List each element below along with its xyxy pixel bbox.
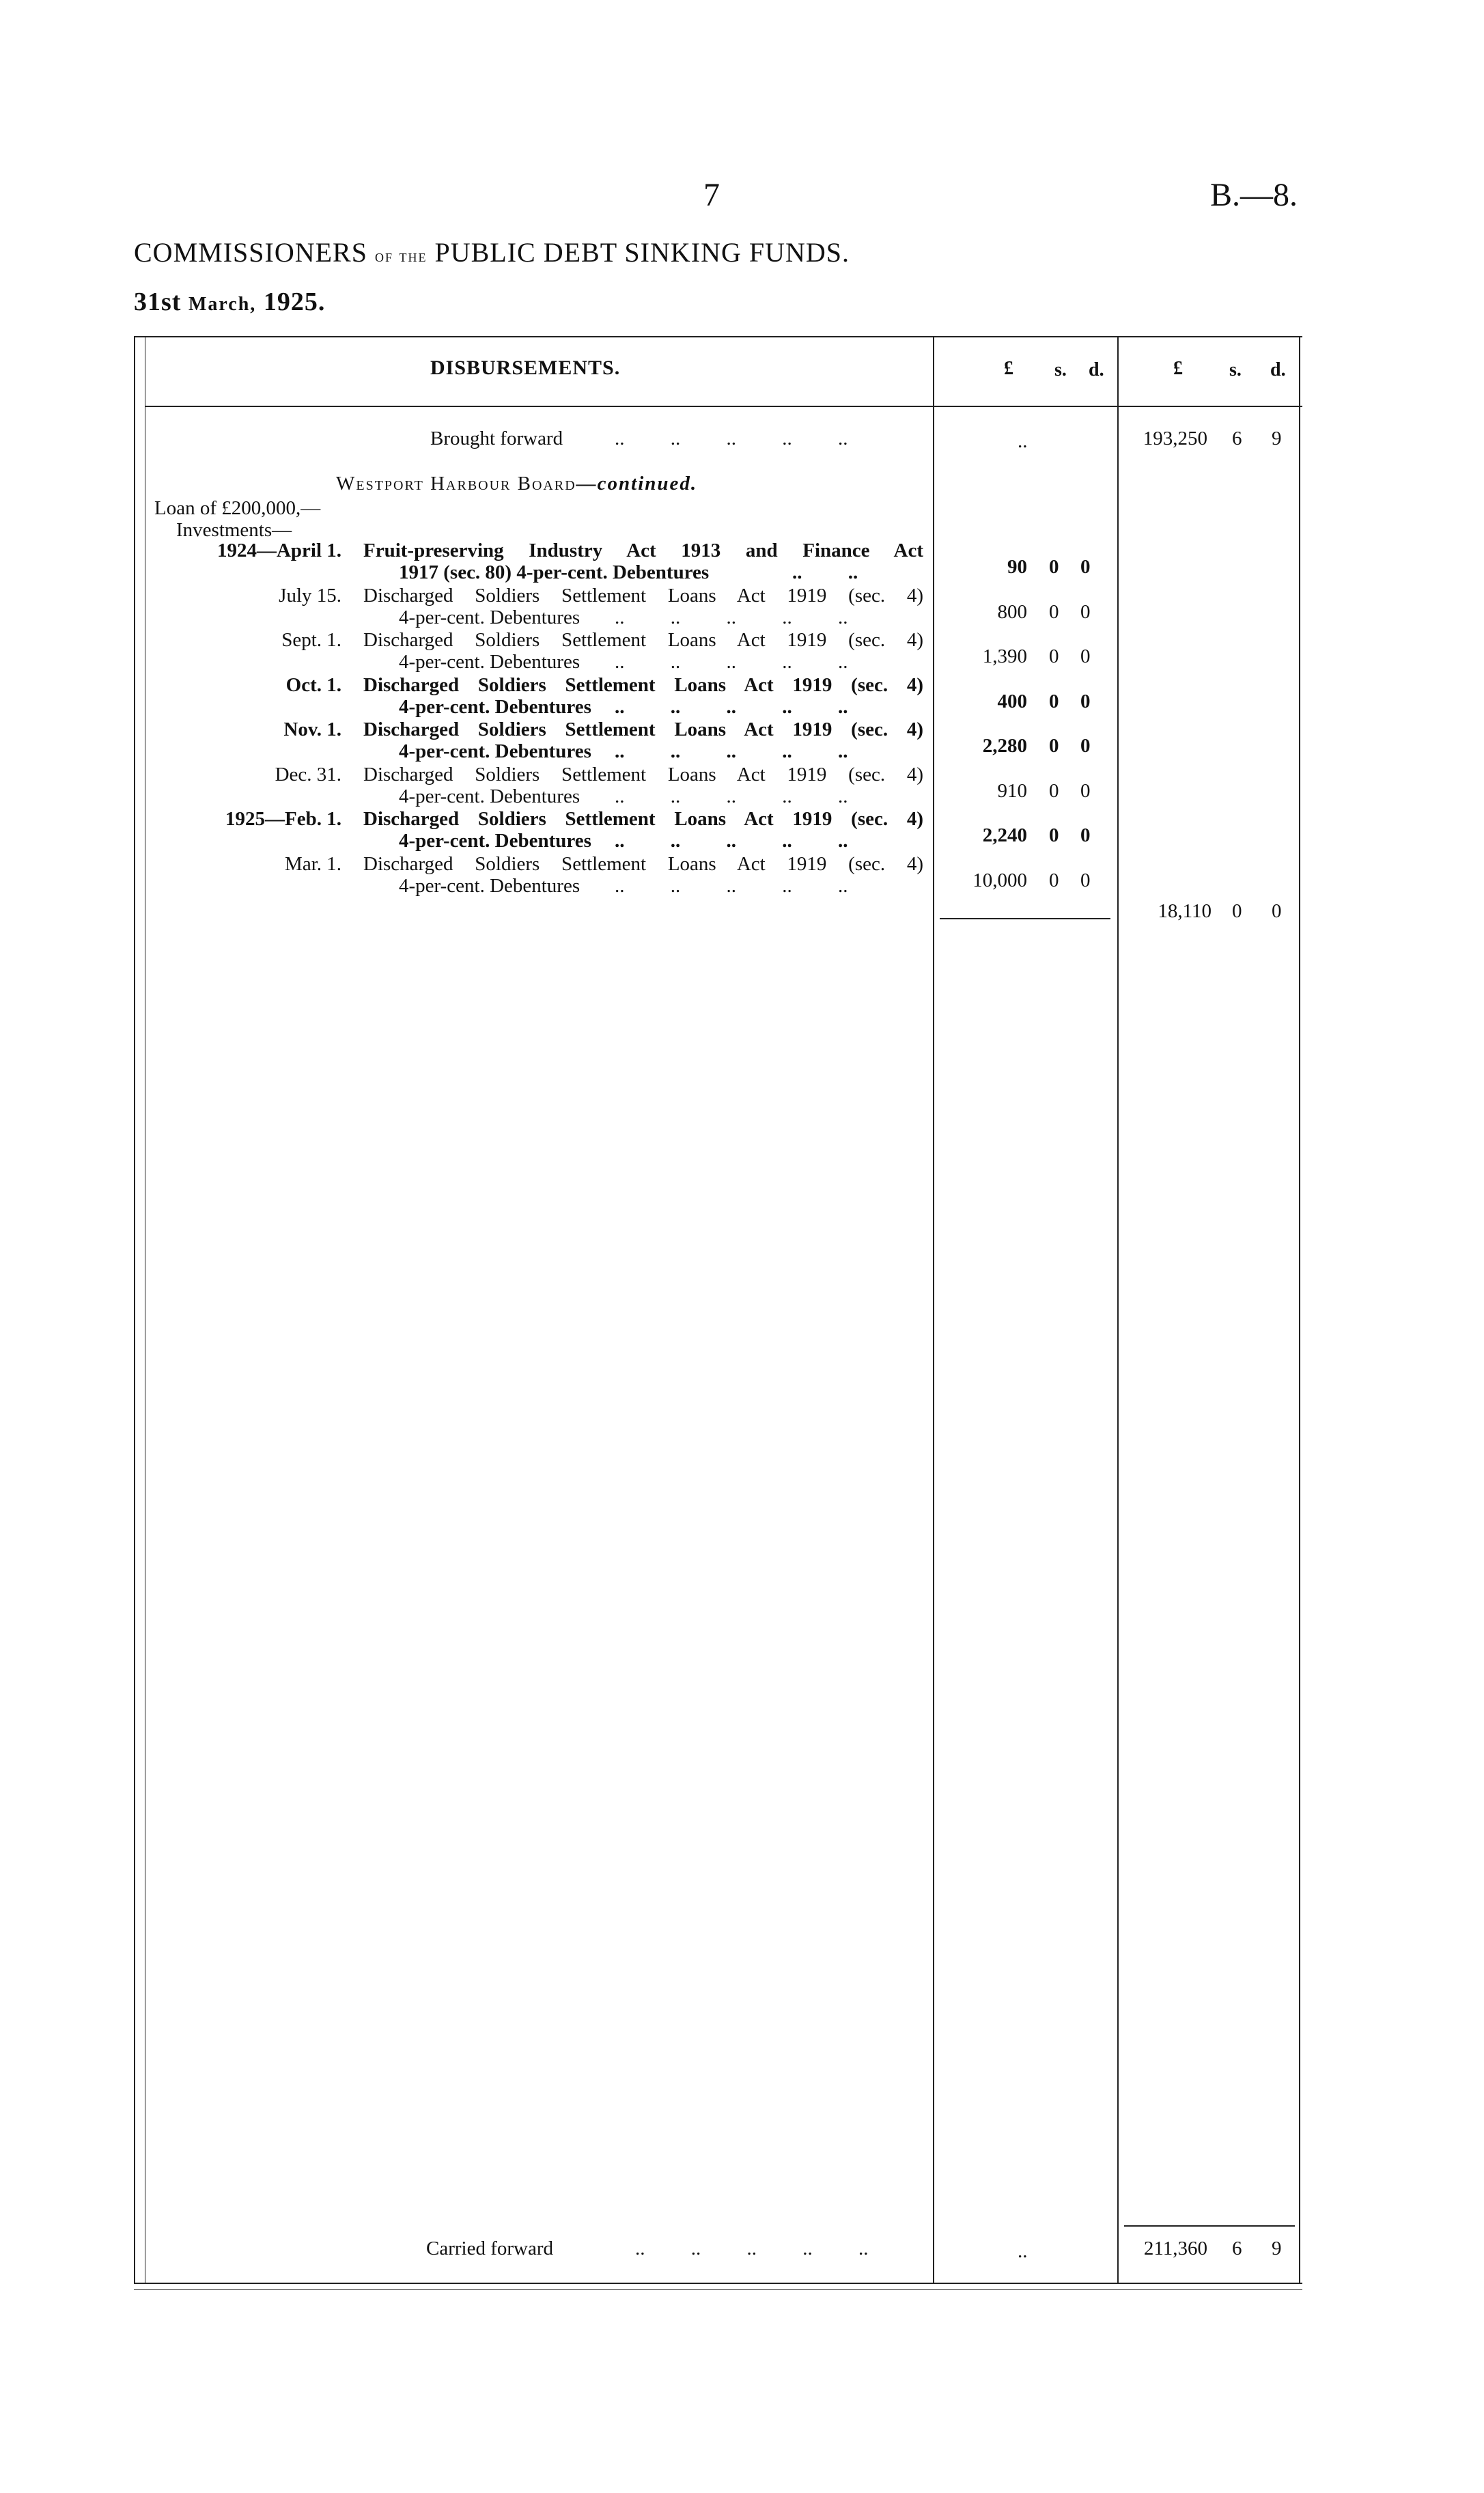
section-title (336, 473, 697, 495)
brought-forward-pounds: 193,250 (1143, 428, 1207, 449)
entry-date: Dec. 31. (275, 764, 341, 785)
entry-pence: 0 (1080, 869, 1091, 891)
entry-shillings: 0 (1049, 556, 1059, 578)
entry-pounds: 400 (997, 691, 1027, 712)
entry-pence: 0 (1080, 735, 1091, 757)
entry-description-line1: Discharged Soldiers Settlement Loans Act 1919 (sec. 4) (363, 585, 923, 607)
entry-pounds: 90 (1007, 556, 1027, 578)
statement-date (134, 287, 325, 317)
heading-part-2: PUBLIC DEBT SINKING FUNDS. (434, 237, 850, 268)
entry-leader: .. .. .. .. .. (615, 651, 848, 673)
brought-forward-shillings: 6 (1232, 428, 1242, 449)
heading-part-1: COMMISSIONERS (134, 237, 367, 268)
date-year: 1925. (263, 288, 326, 316)
right-border (1299, 336, 1300, 2283)
entry-pence: 0 (1080, 601, 1091, 623)
col-divider-2 (1117, 336, 1119, 2283)
entry-leader: .. .. .. .. .. (615, 830, 848, 852)
entry-date: 1925—Feb. 1. (225, 808, 341, 830)
entry-pounds: 2,280 (982, 735, 1027, 757)
entry-leader: .. .. (792, 561, 858, 583)
entry-shillings: 0 (1049, 601, 1059, 623)
brought-forward-label: Brought forward (430, 428, 563, 449)
entry-date: Nov. 1. (283, 719, 341, 740)
entry-description-line1: Discharged Soldiers Settlement Loans Act 1919 (sec. 4) (363, 853, 923, 875)
carried-forward-pence: 9 (1272, 2238, 1282, 2259)
entry-pence: 0 (1080, 691, 1091, 712)
entry-pounds: 2,240 (982, 824, 1027, 846)
entry-pence: 0 (1080, 645, 1091, 667)
entry-description-line2: 4-per-cent. Debentures (399, 875, 580, 897)
entry-shillings: 0 (1049, 824, 1059, 846)
subtotal-rule (940, 918, 1110, 919)
date-month: March, (188, 294, 257, 315)
entry-pounds: 910 (997, 780, 1027, 802)
entry-pence: 0 (1080, 824, 1091, 846)
entry-description-line2: 4-per-cent. Debentures (399, 785, 580, 807)
entry-pence: 0 (1080, 780, 1091, 802)
entry-pence: 0 (1080, 556, 1091, 578)
col-header-pounds-2: £ (1173, 358, 1183, 379)
entry-description-line1: Discharged Soldiers Settlement Loans Act 1919 (sec. 4) (363, 764, 923, 785)
table-bottom-rule-2 (134, 2289, 1302, 2290)
entry-date: Mar. 1. (285, 853, 341, 875)
table-top-rule (134, 336, 1302, 337)
total-rule (1124, 2225, 1295, 2227)
entry-description-line2: 4-per-cent. Debentures (399, 740, 591, 762)
entry-date: Oct. 1. (285, 674, 341, 696)
section-title-suffix: —continued. (576, 473, 698, 495)
entry-description-line2: 4-per-cent. Debentures (399, 830, 591, 852)
entry-description-line2: 4-per-cent. Debentures (399, 607, 580, 628)
entry-pounds: 10,000 (972, 869, 1027, 891)
entry-leader: .. .. .. .. .. (615, 607, 848, 628)
entry-leader: .. .. .. .. .. (615, 696, 848, 718)
entry-description-line1: Discharged Soldiers Settlement Loans Act 1919 (sec. 4) (363, 629, 923, 651)
entry-pounds: 1,390 (982, 645, 1027, 667)
carried-forward-sub-dots: .. (1018, 2240, 1028, 2262)
entry-date: July 15. (279, 585, 341, 607)
entry-pounds: 800 (997, 601, 1027, 623)
brought-forward-leader: .. .. .. .. .. (615, 428, 848, 449)
entry-shillings: 0 (1049, 691, 1059, 712)
col-header-pounds-1: £ (1004, 358, 1013, 379)
left-border (134, 336, 135, 2283)
entry-shillings: 0 (1049, 780, 1059, 802)
brought-forward-sub-dots: .. (1018, 430, 1028, 452)
page-heading (134, 236, 850, 268)
subtotal-shillings: 0 (1232, 900, 1242, 922)
entry-description-line1: Fruit-preserving Industry Act 1913 and Finance Act (363, 540, 923, 561)
entry-description-line1: Discharged Soldiers Settlement Loans Act 1919 (sec. 4) (363, 674, 923, 696)
carried-forward-label: Carried forward (426, 2238, 553, 2259)
entry-date: Sept. 1. (281, 629, 341, 651)
brought-forward-pence: 9 (1272, 428, 1282, 449)
col-header-pence-1: d. (1089, 359, 1104, 380)
entry-description-line2: 4-per-cent. Debentures (399, 651, 580, 673)
table-bottom-rule (134, 2283, 1302, 2284)
entry-leader: .. .. .. .. .. (615, 740, 848, 762)
col-header-shillings-1: s. (1054, 359, 1067, 380)
document-reference: B.—8. (1210, 177, 1298, 213)
header-rule (145, 406, 1302, 407)
entry-leader: .. .. .. .. .. (615, 785, 848, 807)
loan-label: Loan of £200,000,— (154, 497, 321, 519)
entry-description-line1: Discharged Soldiers Settlement Loans Act 1919 (sec. 4) (363, 808, 923, 830)
col-header-pence-2: d. (1270, 359, 1286, 380)
carried-forward-pounds: 211,360 (1143, 2238, 1207, 2259)
heading-of: of the (374, 246, 428, 266)
entry-shillings: 0 (1049, 869, 1059, 891)
carried-forward-shillings: 6 (1232, 2238, 1242, 2259)
entry-description-line2: 4-per-cent. Debentures (399, 696, 591, 718)
subtotal-pounds: 18,110 (1158, 900, 1212, 922)
entry-date: 1924—April 1. (216, 540, 341, 561)
col-divider-1 (933, 336, 934, 2283)
entry-description-line2: 1917 (sec. 80) 4-per-cent. Debentures (399, 561, 710, 583)
entry-shillings: 0 (1049, 735, 1059, 757)
entry-shillings: 0 (1049, 645, 1059, 667)
entry-leader: .. .. .. .. .. (615, 875, 848, 897)
page-number: 7 (703, 177, 720, 213)
date-day: 31st (134, 288, 182, 316)
carried-forward-leader: .. .. .. .. .. (635, 2238, 869, 2259)
section-title-text: Westport Harbour Board (336, 473, 576, 495)
subtotal-pence: 0 (1272, 900, 1282, 922)
entry-description-line1: Discharged Soldiers Settlement Loans Act 1919 (sec. 4) (363, 719, 923, 740)
investments-label: Investments— (176, 519, 292, 541)
disbursements-header: DISBURSEMENTS. (430, 357, 621, 379)
col-header-shillings-2: s. (1229, 359, 1242, 380)
